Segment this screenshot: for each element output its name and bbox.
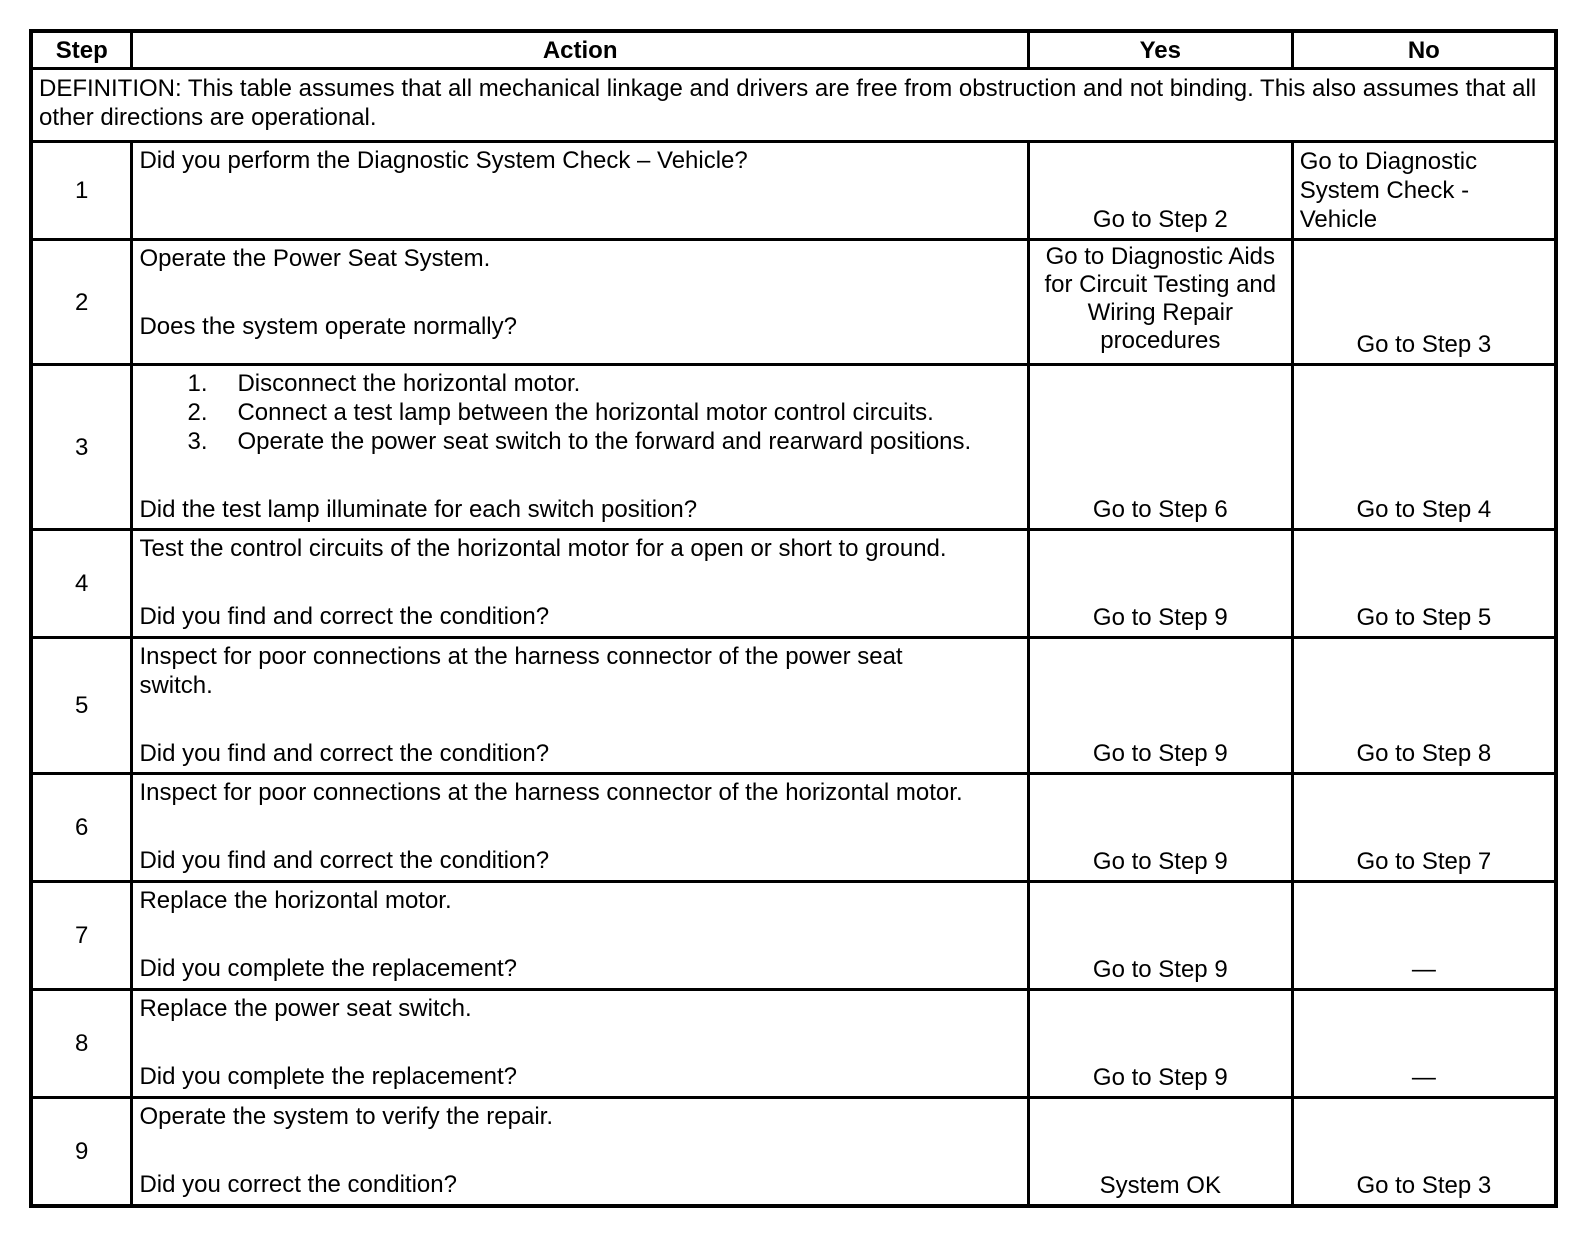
action-question: Did you complete the replacement? <box>139 1063 518 1090</box>
header-row <box>31 31 1556 69</box>
yes-cell: Go to Step 2 <box>1028 142 1292 240</box>
step-number: 6 <box>31 774 132 882</box>
action-question: Did you find and correct the condition? <box>139 847 550 874</box>
no-cell: Go to Diagnostic System Check - Vehicle <box>1292 142 1556 240</box>
yes-cell: Go to Step 6 <box>1028 365 1292 530</box>
action-text: Did you perform the Diagnostic System Check – Vehicle? <box>139 147 748 174</box>
action-text: Operate the system to verify the repair. <box>139 1103 553 1130</box>
yes-cell: Go to Diagnostic Aids for Circuit Testing and Wiring Repair procedures <box>1028 240 1292 365</box>
list-item <box>187 398 1020 427</box>
substep-list <box>139 369 1020 456</box>
table-row <box>31 638 1556 774</box>
step-number: 7 <box>31 882 132 990</box>
action-cell <box>132 774 1028 882</box>
step-number: 4 <box>31 530 132 638</box>
header-no: No <box>1292 31 1556 69</box>
yes-cell: Go to Step 9 <box>1028 638 1292 774</box>
yes-cell: Go to Step 9 <box>1028 530 1292 638</box>
list-item <box>187 427 1020 456</box>
substep-number: 2. <box>187 399 208 426</box>
yes-cell: Go to Step 9 <box>1028 774 1292 882</box>
step-number: 2 <box>31 240 132 365</box>
action-question: Did the test lamp illuminate for each switch position? <box>139 496 698 523</box>
step-number: 9 <box>31 1098 132 1206</box>
action-question: Did you find and correct the condition? <box>139 603 550 630</box>
diagnostic-table <box>29 29 1558 1208</box>
no-cell: Go to Step 4 <box>1292 365 1556 530</box>
table-row <box>31 990 1556 1098</box>
yes-cell: System OK <box>1028 1098 1292 1206</box>
action-cell <box>132 530 1028 638</box>
action-cell <box>132 990 1028 1098</box>
header-step: Step <box>31 31 132 69</box>
no-cell: Go to Step 3 <box>1292 1098 1556 1206</box>
table-row <box>31 530 1556 638</box>
step-number: 5 <box>31 638 132 774</box>
step-number: 3 <box>31 365 132 530</box>
substep-text: Connect a test lamp between the horizontal motor control circuits. <box>237 399 934 426</box>
action-question: Did you find and correct the condition? <box>139 740 550 767</box>
action-question: Did you complete the replacement? <box>139 955 518 982</box>
header-action: Action <box>132 31 1028 69</box>
no-cell: — <box>1292 882 1556 990</box>
action-text: Replace the horizontal motor. <box>139 887 452 914</box>
step-number: 8 <box>31 990 132 1098</box>
substep-number: 1. <box>187 370 208 397</box>
table-row <box>31 142 1556 240</box>
table-row <box>31 1098 1556 1206</box>
table-row <box>31 365 1556 530</box>
action-question: Does the system operate normally? <box>139 313 517 340</box>
no-cell: — <box>1292 990 1556 1098</box>
list-item <box>187 369 1020 398</box>
no-cell: Go to Step 7 <box>1292 774 1556 882</box>
action-question: Did you correct the condition? <box>139 1171 457 1198</box>
table-row <box>31 240 1556 365</box>
action-cell <box>132 142 1028 240</box>
action-text: Test the control circuits of the horizontal motor for a open or short to ground. <box>139 535 947 562</box>
yes-cell: Go to Step 9 <box>1028 990 1292 1098</box>
action-cell <box>132 638 1028 774</box>
yes-cell: Go to Step 9 <box>1028 882 1292 990</box>
substep-number: 3. <box>187 428 208 455</box>
action-text: Operate the Power Seat System. <box>139 245 491 272</box>
no-cell: Go to Step 8 <box>1292 638 1556 774</box>
no-cell: Go to Step 3 <box>1292 240 1556 365</box>
substep-text: Operate the power seat switch to the forward and rearward positions. <box>237 428 972 455</box>
action-cell <box>132 1098 1028 1206</box>
action-cell <box>132 882 1028 990</box>
definition-row <box>31 69 1556 142</box>
definition-text: DEFINITION: This table assumes that all mechanical linkage and drivers are free from obstruction and not binding. This also assumes that all other directions are operational. <box>31 69 1556 142</box>
table-row <box>31 882 1556 990</box>
table-row <box>31 774 1556 882</box>
action-text: Inspect for poor connections at the harness connector of the power seat switch. <box>139 643 903 699</box>
action-cell <box>132 240 1028 365</box>
action-cell <box>132 365 1028 530</box>
header-yes: Yes <box>1028 31 1292 69</box>
action-text: Replace the power seat switch. <box>139 995 472 1022</box>
action-text: Inspect for poor connections at the harness connector of the horizontal motor. <box>139 779 963 806</box>
substep-text: Disconnect the horizontal motor. <box>237 370 581 397</box>
step-number: 1 <box>31 142 132 240</box>
no-cell: Go to Step 5 <box>1292 530 1556 638</box>
